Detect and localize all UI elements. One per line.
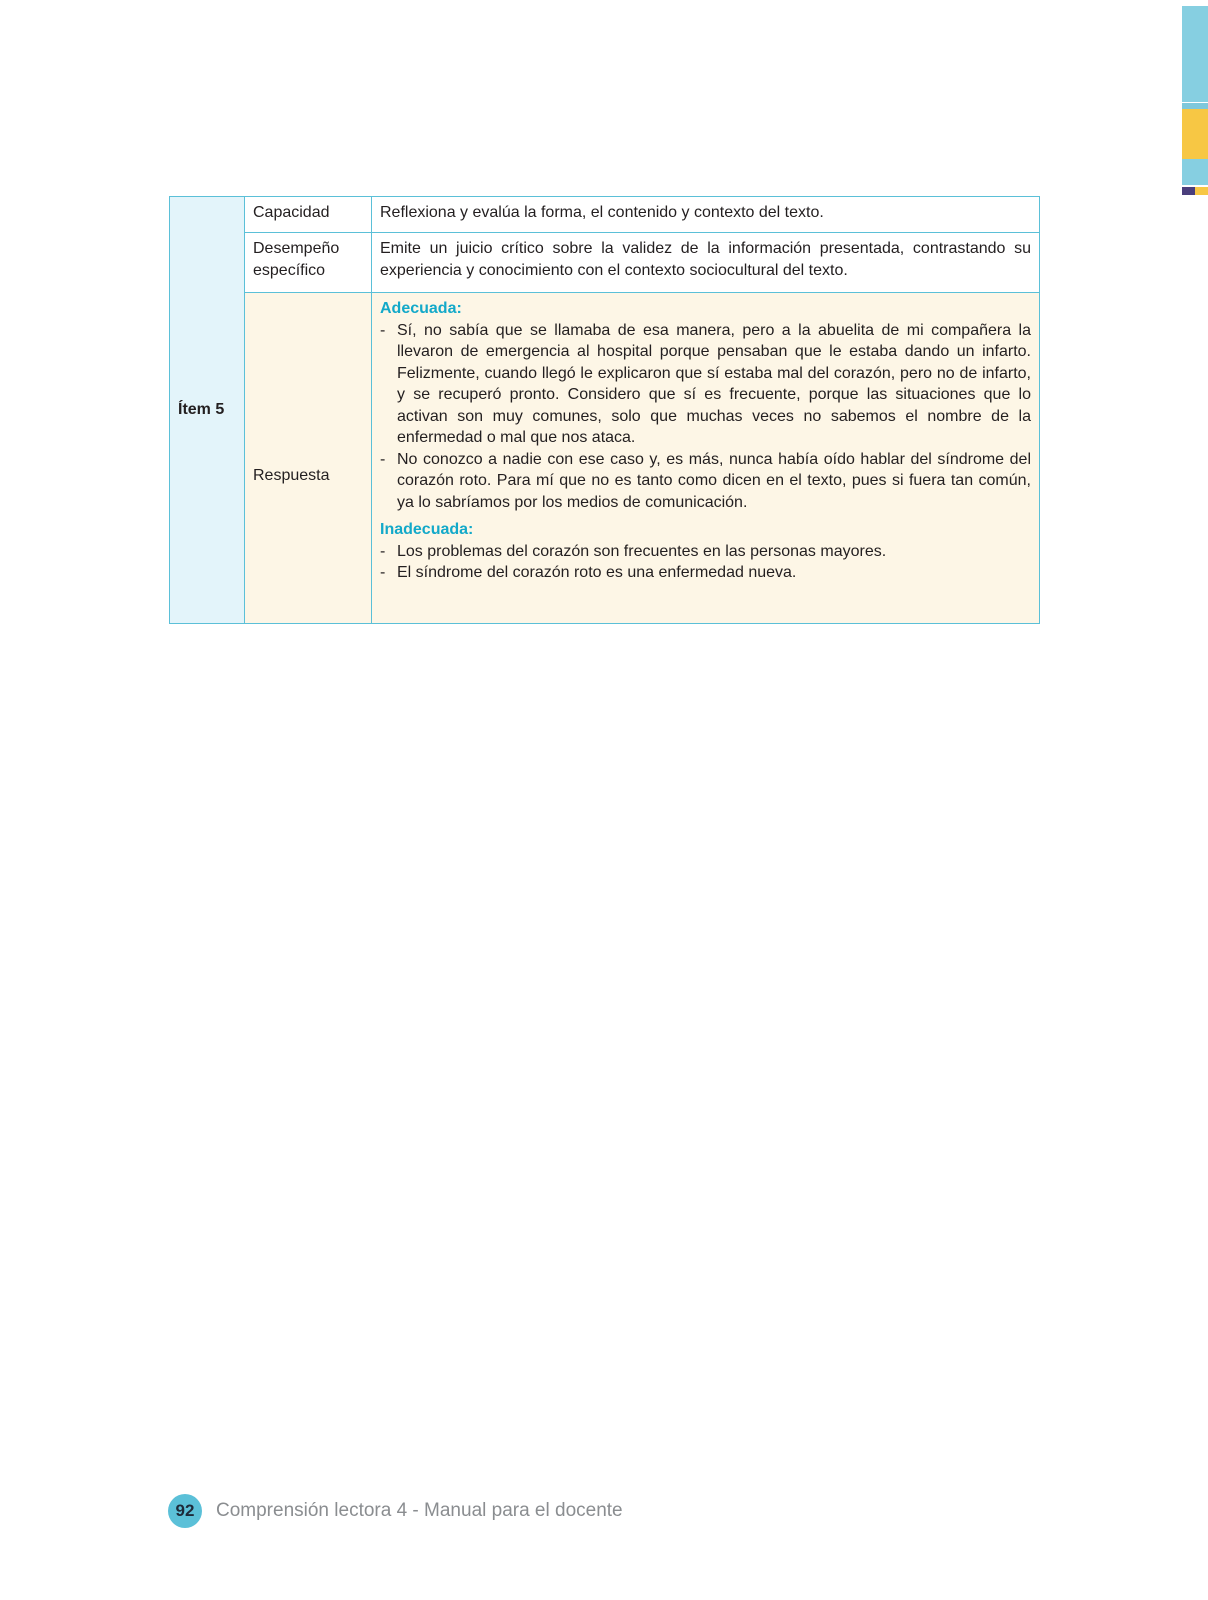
- tab-blue-block: [1182, 6, 1208, 102]
- chapter-color-tabs: [1182, 6, 1208, 196]
- performance-value: Emite un juicio crítico sobre la validez de la información presentada, contrastando su experiencia y conocimiento con el contexto sociocultural del texto.: [372, 233, 1040, 293]
- adequate-answer: - No conozco a nadie con ese caso y, es más, nunca había oído hablar del síndrome del corazón roto. Para mí que no es tanto como dicen en el texto, pues si fuera tan común, ya lo sabríamos por los medios de comunicación.: [380, 449, 1031, 514]
- inadequate-list: [380, 541, 1031, 584]
- tab-yellow-marker: [1195, 187, 1208, 195]
- response-label: Respuesta: [245, 293, 372, 624]
- adequate-heading: Adecuada:: [380, 300, 462, 317]
- item-label: Ítem 5: [170, 197, 245, 624]
- inadequate-heading: Inadecuada:: [380, 521, 474, 538]
- response-content: [372, 293, 1040, 624]
- rubric-table: [169, 196, 1040, 624]
- performance-row: [170, 233, 1040, 293]
- inadequate-answer: - El síndrome del corazón roto es una enfermedad nueva.: [380, 562, 1031, 584]
- capacity-row: [170, 197, 1040, 233]
- performance-label: Desempeño específico: [245, 233, 372, 293]
- inadequate-answer: - Los problemas del corazón son frecuentes en las personas mayores.: [380, 541, 1031, 563]
- page-number: 92: [168, 1494, 202, 1528]
- page-footer: [168, 1494, 623, 1528]
- adequate-answer: - Sí, no sabía que se llamaba de esa manera, pero a la abuelita de mi compañera la llevaron de emergencia al hospital porque pensaban que le estaba dando un infarto. Felizmente, cuando llegó le explicaron que sí estaba mal del corazón, pero no de infarto, y se recuperó pronto. Considero que sí es frecuente, porque las situaciones que lo activan son muy comunes, solo que muchas veces no sabemos el nombre de la enfermedad o mal que nos ataca.: [380, 320, 1031, 449]
- response-row: [170, 293, 1040, 624]
- capacity-value: Reflexiona y evalúa la forma, el contenido y contexto del texto.: [372, 197, 1040, 233]
- capacity-label: Capacidad: [245, 197, 372, 233]
- tab-purple-marker: [1182, 187, 1195, 195]
- tab-blue-small-block: [1182, 159, 1208, 185]
- tab-yellow-block: [1182, 109, 1208, 159]
- book-title: Comprensión lectora 4 - Manual para el docente: [216, 1500, 623, 1521]
- adequate-list: [380, 320, 1031, 514]
